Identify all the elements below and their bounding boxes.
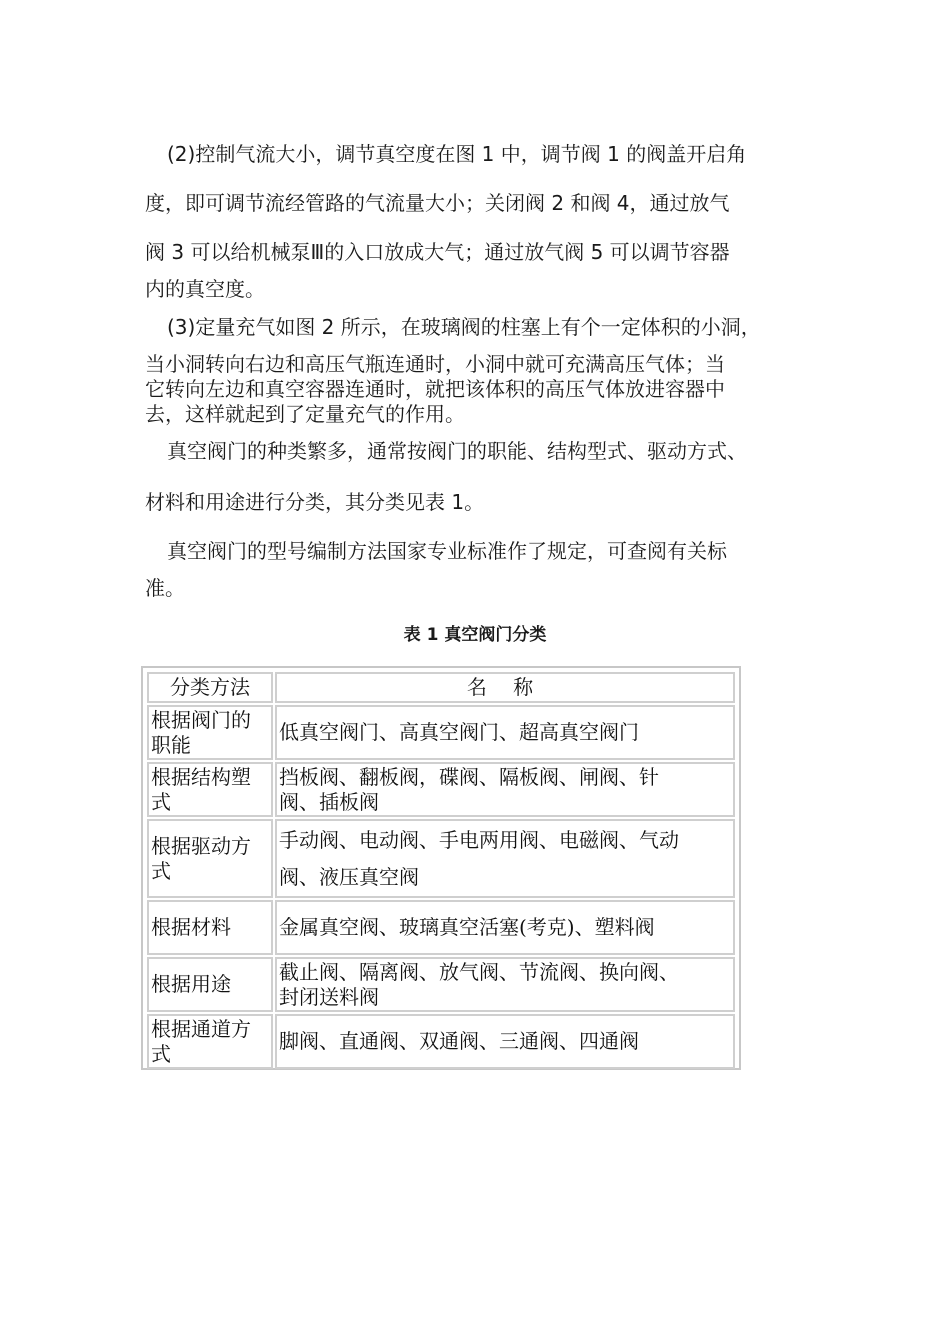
- paragraph-line: 阀 3 可以给机械泵Ⅲ的入口放成大气；通过放气阀 5 可以调节容器: [145, 240, 730, 264]
- names-cell: 挡板阀、翻板阀，碟阀、隔板阀、闸阀、针 阀、插板阀: [275, 762, 735, 817]
- paragraph-line: (2)控制气流大小，调节真空度在图 1 中，调节阀 1 的阀盖开启角: [167, 142, 747, 166]
- table-row: [147, 900, 735, 955]
- paragraph-line: 内的真空度。: [145, 277, 265, 301]
- paragraph-line: 去，这样就起到了定量充气的作用。: [145, 402, 465, 426]
- paragraph-line: 材料和用途进行分类，其分类见表 1。: [145, 490, 485, 514]
- method-cell: 根据驱动方 式: [147, 819, 273, 898]
- method-cell: 根据阀门的 职能: [147, 705, 273, 760]
- names-cell: 手动阀、电动阀、手电两用阀、电磁阀、气动 阀、液压真空阀: [275, 819, 735, 898]
- classification-table: [141, 666, 741, 1070]
- paragraph-line: 真空阀门的型号编制方法国家专业标准作了规定，可查阅有关标: [167, 539, 727, 563]
- names-cell: 截止阀、隔离阀、放气阀、节流阀、换向阀、 封闭送料阀: [275, 957, 735, 1012]
- paragraph-line: 真空阀门的种类繁多，通常按阀门的职能、结构型式、驱动方式、: [167, 439, 747, 463]
- table-row: [147, 705, 735, 760]
- table-row: [147, 1014, 735, 1069]
- names-cell: 金属真空阀、玻璃真空活塞(考克)、塑料阀: [275, 900, 735, 955]
- table-row: [147, 819, 735, 898]
- paragraph-line: 度，即可调节流经管路的气流量大小；关闭阀 2 和阀 4，通过放气: [145, 191, 730, 215]
- table-row: [147, 957, 735, 1012]
- table-caption: 表 1 真空阀门分类: [403, 625, 547, 645]
- table-header-row: [147, 672, 735, 703]
- header-method: 分类方法: [147, 672, 273, 703]
- method-cell: 根据材料: [147, 900, 273, 955]
- method-cell: 根据结构塑 式: [147, 762, 273, 817]
- method-cell: 根据通道方 式: [147, 1014, 273, 1069]
- paragraph-line: (3)定量充气如图 2 所示，在玻璃阀的柱塞上有个一定体积的小洞，: [167, 315, 761, 339]
- names-cell: 低真空阀门、高真空阀门、超高真空阀门: [275, 705, 735, 760]
- table-row: [147, 762, 735, 817]
- paragraph-line: 准。: [145, 576, 185, 600]
- paragraph-line: 它转向左边和真空容器连通时，就把该体积的高压气体放进容器中: [145, 377, 725, 401]
- paragraph-line: 当小洞转向右边和高压气瓶连通时，小洞中就可充满高压气体；当: [145, 352, 725, 376]
- header-names: 名 称: [275, 672, 735, 703]
- method-cell: 根据用途: [147, 957, 273, 1012]
- names-cell: 脚阀、直通阀、双通阀、三通阀、四通阀: [275, 1014, 735, 1069]
